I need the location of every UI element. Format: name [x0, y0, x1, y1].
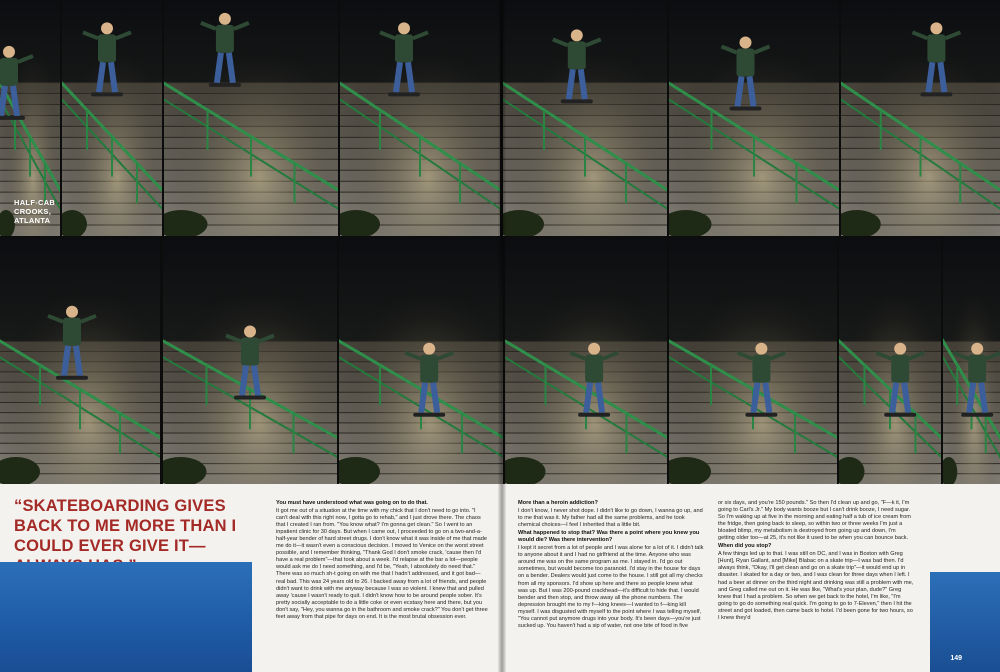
interview-question: You must have understood what was going on to do that. — [276, 500, 428, 506]
sequence-photo-frame — [503, 0, 667, 236]
interview-question: What happened to stop that? Was there a point where you knew you would die? Was there intervention? — [518, 530, 700, 544]
interview-question: When did you stop? — [718, 543, 772, 550]
blue-color-block — [0, 562, 252, 672]
sequence-photo-frame — [943, 238, 1000, 484]
page-number: 149 — [950, 655, 962, 662]
article-column-2 — [518, 500, 704, 631]
sequence-photo-frame — [339, 238, 503, 484]
sequence-photo-frame — [839, 238, 941, 484]
caption-line: HALF-CAB — [14, 198, 56, 207]
blue-color-block-right — [930, 572, 1000, 672]
article-column-3 — [718, 500, 914, 623]
interview-answer: It got me out of a situation at the time with my chick that I don't need to go into. "I can't deal with this right now, I gotta go to rehab," and I just drove there. The chaos that I created I ran from. "You know what? I'm gonna get clean." So I went to an inpatient clinic for 30 days. But when I came out, I proceeded to go on a two-and-a-half-year bender of hard street drugs. I don't know what it was inside of me that made me do it—it wasn't even a conscious decision. I moved to Venice on the worst street possible, and I remember thinking, "Thank God I don't smoke crack, 'cause then I'd have a real problem"—that took about a week. I'd relapse at the bar a lot—people would ask me do I need something, and I'd be, "Yeah, I absolutely do need that." There was so much sh-t going on with me that I hadn't addressed, and it got bad—real bad. This was 24 years old to 26. I backed away from a lot of friends, and people didn't want to drink with me anyway because I was so violent. I knew that and pulled away 'cause I wasn't ready to quit. I didn't know how to be around people sober. It's pretty socially acceptable to do a little coke or even ecstasy here and there, but you don't say, "Hey, you wanna go in the bathroom and smoke crack?" You don't get three feet away from that pipe for days on end. It is the most brutal obsession ever. — [276, 508, 488, 620]
sequence-photo-frame — [164, 0, 338, 236]
page-gutter — [498, 0, 506, 672]
sequence-photo-frame — [669, 238, 837, 484]
sequence-photo-frame — [62, 0, 162, 236]
sequence-photo-frame — [841, 0, 1000, 236]
pull-quote: “SKATEBOARDING GIVES BACK TO ME MORE THAN I COULD EVER GIVE IT— — [14, 497, 237, 555]
sequence-photo-frame — [669, 0, 839, 236]
interview-answer: or six days, and you're 150 pounds." So then I'd clean up and go, "F—k it, I'm going to Carl's Jr." My body wants booze but I can't drink booze, I need sugar. So I'm waking up at five in the morning and eating half a tub of ice cream from the fridge, then going back to sleep, so within two or three weeks I'm just a bloated blimp, my metabolism is destroyed from going up and down, I'm getting older too—at 25, it's not like it used to be when you can bounce back. — [718, 500, 911, 542]
interview-answer: I kept it secret from a lot of people and I was alone for a lot of it. I didn't talk to anyone about it and I had no girlfriend at the time. Anyone who was around me was on the same program as me. I stayed in. I'd go out sometimes, but would become too paranoid. I'd stay in the house for days on a bender. Dealers would just come to the house. I still got all my checks from all my sponsors. I'd show up here and there so people knew what was up. But I was 200-pound crackhead—it's difficult to hide that. I would bender and then stop, and throw away all the phone numbers. The depression brought me to my f—king knees—I wanted to f—king kill myself. I was disgusted with myself to the point where I was telling myself, "You cannot put anymore drugs into your body. It's been days—you're just sucked up. You haven't had a sip of water, not one bite of food in five — [518, 545, 704, 629]
sequence-photo-frame — [163, 238, 337, 484]
sequence-photo-frame — [0, 238, 160, 484]
interview-answer: A few things led up to that. I was still on DC, and I was in Boston with Greg [Hunt], Ryan Gallant, and [Mike] Blabac on a skate trip—I was bad then. I'd always think, "Okay, I'll get clean and go on a skate trip"—it would end up in disaster. I skated for a day or two, and I was clean for three days when I left. I had a beer at dinner on the third night and drinking was still a problem with me, and Greg called me out on it. He was like, "What's your plan, dude?" Greg knew that I had a problem. So when we get back to the hotel, I'm like, "I'm going to go do something real quick. I'm going to go to 7-Eleven," then I hit the street and got loaded, then came back to hotel. I'd been gone for two hours, so I knew they'd — [718, 551, 914, 621]
interview-answer: I don't know, I never shot dope. I didn't like to go down, I wanna go up, and to me that was it. My father had all the same problems, and he took chemical choices—I feel I inherited that a little bit. — [518, 508, 703, 529]
photo-caption — [14, 198, 55, 225]
sequence-photo-frame — [505, 238, 667, 484]
caption-line: ATLANTA — [14, 216, 51, 225]
article-column-1 — [276, 500, 488, 622]
sequence-photo-frame — [340, 0, 500, 236]
interview-question: More than a heroin addiction? — [518, 500, 598, 506]
caption-line: CROOKS, — [14, 207, 52, 216]
